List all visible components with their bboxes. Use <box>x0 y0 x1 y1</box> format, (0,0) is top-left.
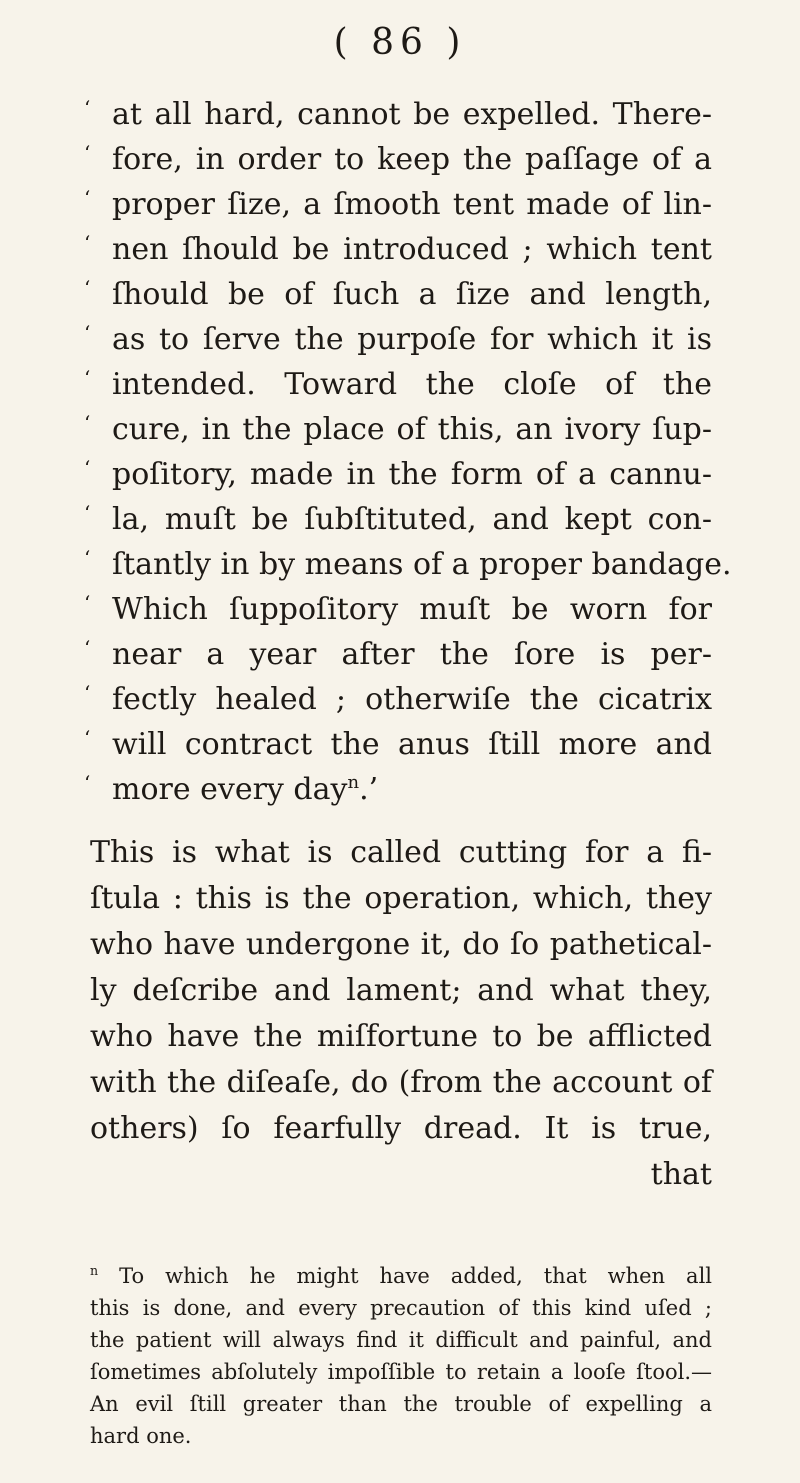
paragraph-line: This is what is called cutting for a fi- <box>90 835 712 870</box>
quote-mark: ‘ <box>84 141 91 165</box>
footnote-line <box>90 1292 712 1324</box>
quote-mark: ‘ <box>84 366 91 390</box>
quote-line <box>84 767 712 812</box>
quote-line-text: fectly healed ; otherwiſe the cicatrix <box>112 682 712 717</box>
quote-mark: ‘ <box>84 231 91 255</box>
quote-line <box>84 452 712 497</box>
page-number: ( 86 ) <box>333 22 467 63</box>
quote-mark: ‘ <box>84 636 91 660</box>
paragraph-line: with the diſeaſe, do (from the account of <box>90 1065 712 1100</box>
footnote-line: hard one. <box>90 1424 192 1448</box>
paragraph-line: ſtula : this is the operation, which, they <box>90 881 712 916</box>
quote-line <box>84 137 712 182</box>
body-paragraph <box>90 830 712 1198</box>
paragraph-line: ly deſcribe and lament; and what they, <box>90 973 712 1008</box>
quote-line-text: poſitory, made in the form of a cannu- <box>112 457 712 492</box>
quote-mark: ‘ <box>84 411 91 435</box>
paragraph-line: who have undergone it, do ſo pathetical- <box>90 927 712 962</box>
quote-line <box>84 677 712 722</box>
footnote-line <box>90 1388 712 1420</box>
footnote-line <box>90 1356 712 1388</box>
quote-line-text: near a year after the ſore is per- <box>112 637 712 672</box>
footnote-marker: n <box>90 1263 99 1278</box>
quote-line-text: more every day <box>112 772 348 807</box>
footnote-reference: n <box>347 772 360 793</box>
quote-line-text: at all hard, cannot be expelled. There- <box>112 97 712 132</box>
footnote-line-text: To which he might have added, that when all <box>119 1264 712 1288</box>
quote-line <box>84 542 732 587</box>
quote-line-text: as to ſerve the purpoſe for which it is <box>112 322 712 357</box>
quote-line <box>84 227 712 272</box>
footnote-line-text: An evil ſtill greater than the trouble of expelling a <box>90 1392 712 1416</box>
quote-mark: ‘ <box>84 726 91 750</box>
footnote-line-text: ſometimes abſolutely impoſſible to retain a looſe ſtool.— <box>90 1360 712 1384</box>
footnote-line <box>90 1324 712 1356</box>
quote-mark: ‘ <box>84 681 91 705</box>
footnote-line-text: the patient will always find it difficult and painful, and <box>90 1328 712 1352</box>
quote-mark: ‘ <box>84 276 91 300</box>
quote-mark: ‘ <box>84 186 91 210</box>
quote-mark: ‘ <box>84 321 91 345</box>
quote-mark: ‘ <box>84 591 91 615</box>
quote-line <box>84 497 712 542</box>
quote-line-text: la, muſt be ſubſtituted, and kept con- <box>112 502 712 537</box>
catchword: that <box>650 1157 712 1192</box>
quote-close: .’ <box>359 772 379 807</box>
quote-line <box>84 272 712 317</box>
quote-line <box>84 182 712 227</box>
quote-line-text: will contract the anus ſtill more and <box>112 727 712 762</box>
quote-line <box>84 587 712 632</box>
quoted-passage <box>84 92 732 812</box>
quote-line-text: fore, in order to keep the paſſage of a <box>112 142 712 177</box>
quote-mark: ‘ <box>84 546 91 570</box>
quote-line <box>84 407 712 452</box>
quote-mark: ‘ <box>84 96 91 120</box>
quote-mark: ‘ <box>84 501 91 525</box>
footnote <box>90 1260 712 1452</box>
paragraph-line: who have the miſfortune to be afflicted <box>90 1019 712 1054</box>
paragraph-line: others) ſo fearfully dread. It is true, <box>90 1111 712 1146</box>
quote-line <box>84 632 712 677</box>
quote-line-text: intended. Toward the cloſe of the <box>112 367 712 402</box>
quote-line-text: Which ſuppoſitory muſt be worn for <box>112 592 712 627</box>
quote-mark: ‘ <box>84 456 91 480</box>
quote-line-text: ſhould be of ſuch a ſize and length, <box>112 277 712 312</box>
footnote-line-text: this is done, and every precaution of this kind uſed ; <box>90 1296 712 1320</box>
quote-line-text: cure, in the place of this, an ivory ſup- <box>112 412 712 447</box>
quote-mark: ‘ <box>84 771 91 795</box>
quote-line <box>84 92 712 137</box>
quote-line-text: nen ſhould be introduced ; which tent <box>112 232 712 267</box>
footnote-line <box>90 1260 712 1292</box>
quote-line-text: proper ſize, a ſmooth tent made of lin- <box>112 187 712 222</box>
quote-line-text: ſtantly in by means of a proper bandage. <box>112 547 732 582</box>
quote-line <box>84 317 712 362</box>
quote-line <box>84 362 712 407</box>
quote-line <box>84 722 712 767</box>
